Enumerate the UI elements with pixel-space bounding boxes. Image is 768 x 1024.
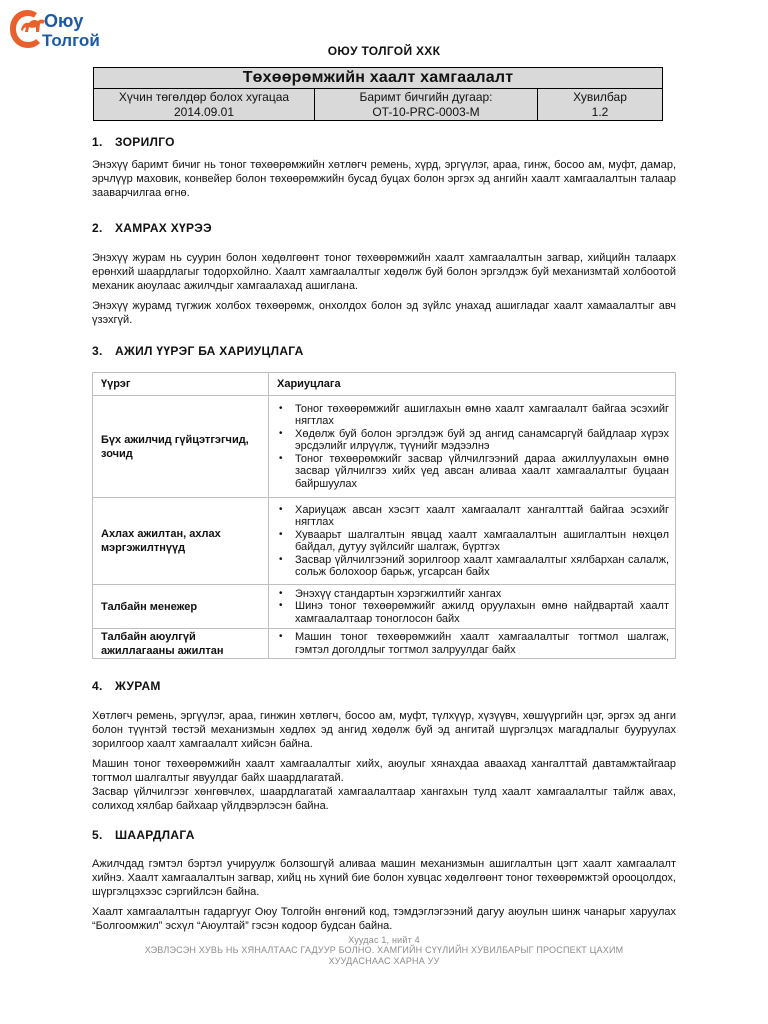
duty-item: • Машин тоног төхөөрөмжийн хаалт хамгаалалтыг тогтмол шалгаж, гэмтэл доголдлыг тогтмол залруулдаг байх (269, 631, 669, 656)
effective-date-value: 2014.09.01 (173, 104, 235, 119)
section-requirements-body (92, 857, 676, 933)
column-header-duty: Хариуцлага (269, 373, 676, 396)
document-header-table (93, 67, 663, 121)
page-number: Хуудас 1, нийт 4 (348, 935, 420, 945)
paragraph: Засвар үйлчилгээг хөнгөвчлөх, шаардлагатай хамгаалалтаар хангахын тулд хаалт хамгаалалтыг тайлж авах, солиход хялбар байхаар үйлдвэрлэсэн байна. (92, 786, 676, 812)
duties-cell (269, 629, 676, 659)
footer-disclaimer-line2: ХУУДАСНААС ХАРНА УУ (328, 956, 440, 966)
duty-item: • Тоног төхөөрөмжийг засвар үйлчилгээний дараа ажиллуулахын өмнө засвар үйлчилгээ хийх үед авсан аливаа хаалт хамгаалалтыг буцаан байршуулах (269, 453, 669, 491)
duty-item: • Энэхүү стандартын хэрэгжилтийг хангах (269, 588, 669, 601)
table-row (93, 585, 676, 629)
section-scope (92, 221, 676, 235)
role-cell: Бүх ажилчид гүйцэтгэгчид, зочид (93, 396, 269, 498)
paragraph: Энэхүү баримт бичиг нь тоног төхөөрөмжийн хөтлөгч ремень, хүрд, эргүүлэг, араа, гинж, босоо ам, муфт, дамар, эрчлүүр маховик, конвейер болон төхөөрөмжийн бусад буцах болон эргэх эд ангийн хаалт хамгаалалтын талаар зааварчилгаа өгнө. (92, 159, 676, 199)
table-row (93, 498, 676, 585)
paragraph: Хаалт хамгаалалтын гадаргууг Оюу Толгойн өнгөний код, тэмдэглэгээний дагуу аюулын шинж чанарыг харуулах “Болгоомжил” эсхүл “Аюултай” гэсэн кодоор будсан байна. (92, 906, 676, 932)
duty-item: • Хөдөлж буй болон эргэлдэж буй эд ангид санамсаргүй байдлаар хүрэх эрсдэлийг илрүүлж, түүнийг мэдээлнэ (269, 428, 669, 453)
section-heading: 4. ЖУРАМ (92, 679, 161, 693)
section-purpose-body (92, 158, 676, 200)
version-label: Хувилбар (573, 89, 627, 104)
section-heading: 3. АЖИЛ ҮҮРЭГ БА ХАРИУЦЛАГА (92, 344, 304, 358)
section-requirements (92, 828, 676, 842)
duties-cell (269, 396, 676, 498)
role-cell: Талбайн менежер (93, 585, 269, 629)
version-cell (538, 89, 663, 121)
company-name: ОЮУ ТОЛГОЙ ХХК (327, 44, 441, 58)
column-header-role: Үүрэг (93, 373, 269, 396)
duties-cell (269, 585, 676, 629)
duty-item: • Хариуцаж авсан хэсэгт хаалт хамгаалалт хангалттай байгаа эсэхийг нягтлах (269, 504, 669, 529)
document-number-value: OT-10-PRC-0003-M (372, 104, 480, 119)
role-cell: Талбайн аюулгүй ажиллагааны ажилтан (93, 629, 269, 659)
document-number-label: Баримт бичгийн дугаар: (359, 89, 493, 104)
section-heading: 2. ХАМРАХ ХҮРЭЭ (92, 221, 212, 235)
section-procedure (92, 679, 676, 693)
table-row (93, 396, 676, 498)
logo-text-line2: Толгой (42, 31, 100, 50)
version-value: 1.2 (591, 104, 609, 119)
duty-item: • Засвар үйлчилгээний зорилгоор хаалт хамгаалалтыг хялбархан салалж, сольж болохоор барьж, угсарсан байх (269, 554, 669, 579)
duties-cell (269, 498, 676, 585)
responsibilities-table (92, 372, 676, 659)
paragraph: Хөтлөгч ремень, эргүүлэг, араа, гинжин хөтлөгч, босоо ам, муфт, түлхүүр, хүзүүвч, хөшүүргийн цэг, эргэх эд анги болон түүнтэй төстэй механизмын хөдлөх эд ангид хөдөлж буй эд ангитай шүргэлцэх магадлалыг бууруулах зорилгоор хаалт хамгаалалт хийсэн байна. (92, 710, 676, 750)
duty-item: • Тоног төхөөрөмжийг ашиглахын өмнө хаалт хамгаалалт байгаа эсэхийг нягтлах (269, 403, 669, 428)
footer-disclaimer-line1: ХЭВЛЭСЭН ХУВЬ НЬ ХЯНАЛТААС ГАДУУР БОЛНО. ХАМГИЙН СҮҮЛИЙН ХУВИЛБАРЫГ ПРОСПЕКТ ЦАХИМ (144, 945, 624, 955)
document-number-cell (315, 89, 538, 121)
logo-text-line1: Оюу (44, 11, 84, 31)
section-purpose (92, 135, 676, 149)
section-scope-body (92, 251, 676, 327)
section-heading: 5. ШААРДЛАГА (92, 828, 195, 842)
table-row (93, 629, 676, 659)
role-cell: Ахлах ажилтан, ахлах мэргэжилтнүүд (93, 498, 269, 585)
duty-item: • Шинэ тоног төхөөрөмжийг ажилд оруулахын өмнө найдвартай хаалт хамгаалалтаар тоноглосон байх (269, 600, 669, 625)
section-responsibilities (92, 344, 676, 358)
document-title: Төхөөрөмжийн хаалт хамгаалалт (94, 68, 663, 89)
duty-item: • Хуваарьт шалгалтын явцад хаалт хамгаалалтын ашиглалтын нөхцөл байдал, дутуу зүйлсийг шалгаж, бүртгэх (269, 529, 669, 554)
paragraph: Энэхүү журамд түгжиж холбох төхөөрөмж, онхолдох болон эд зүйлс унахад ашигладаг хаалт хамаалалтыг авч үзэхгүй. (92, 300, 676, 326)
paragraph: Ажилчдад гэмтэл бэртэл учируулж болзошгүй аливаа машин механизмын ашиглалтын цэгт хаалт хамгаалалт хийнэ. Хаалт хамгаалалтын загвар, хийц нь хүний бие болон хувцас хөдөлгөөнт тоног төхөөрөмжтэй орооцолдох, шүргэлцэхээс сэргийлсэн байна. (92, 858, 676, 898)
effective-date-cell (94, 89, 315, 121)
section-heading: 1. ЗОРИЛГО (92, 135, 175, 149)
section-procedure-body (92, 709, 676, 813)
paragraph: Машин тоног төхөөрөмжийн хаалт хамгаалалтыг хийх, аюулыг хянахдаа аваахад хангалттай давтамжтайгаар тогтмол шалгалтыг явуулдаг байх шаардлагатай. (92, 758, 676, 784)
paragraph: Энэхүү журам нь суурин болон хөдөлгөөнт тоног төхөөрөмжийн хаалт хамгаалалтын загвар, хийцийн талаарх ерөнхий шаардлагыг тодорхойлно. Хаалт хамгаалалтыг хөдөлж буй болон эргэлдэж буй механизмтай холбоотой механик аюулаас ажилчдыг хамгаалахад ашиглана. (92, 252, 676, 292)
effective-date-label: Хүчин төгөлдөр болох хугацаа (118, 89, 290, 104)
